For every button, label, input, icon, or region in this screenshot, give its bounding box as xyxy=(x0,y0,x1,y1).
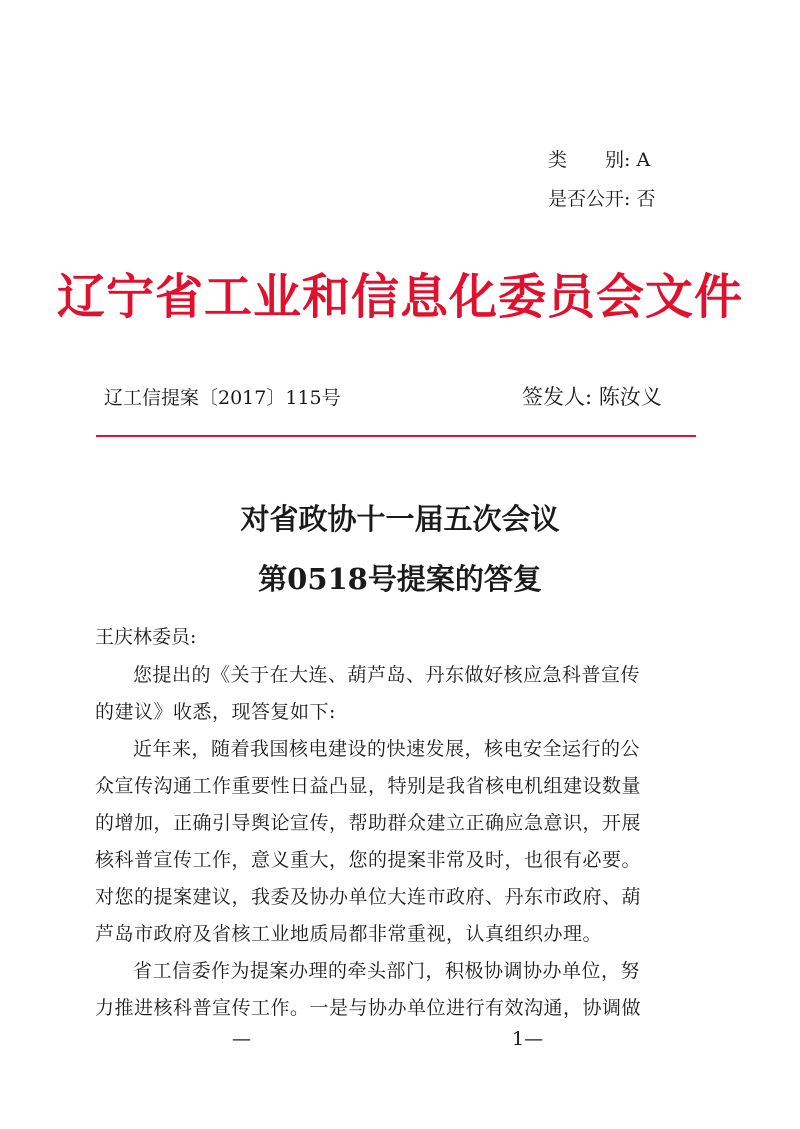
body-line: 的增加，正确引导舆论宣传，帮助群众建立正确应急意识，开展 xyxy=(95,812,642,834)
body-line: 核科普宣传工作，意义重大，您的提案非常及时，也很有必要。 xyxy=(95,849,642,871)
document-masthead: 辽宁省工业和信息化委员会文件 xyxy=(56,269,743,325)
body-line: 力推进核科普宣传工作。一是与协办单位进行有效沟通，协调做 xyxy=(95,997,642,1019)
body-line: 芦岛市政府及省核工业地质局都非常重视，认真组织办理。 xyxy=(95,923,603,945)
document-title-line-1: 对省政协十一届五次会议 xyxy=(240,502,560,536)
body-line: 对您的提案建议，我委及协办单位大连市政府、丹东市政府、葫 xyxy=(95,886,642,908)
public-label: 是否公开: 否 xyxy=(548,188,656,210)
body-line: 省工信委作为提案办理的牵头部门，积极协调协办单位，努 xyxy=(133,960,641,982)
body-line: 众宣传沟通工作重要性日益凸显，特别是我省核电机组建设数量 xyxy=(95,775,642,797)
body-line: 您提出的《关于在大连、葫芦岛、丹东做好核应急科普宣传 xyxy=(133,664,641,686)
body-line: 的建议》收悉，现答复如下: xyxy=(95,701,336,723)
signer: 签发人: 陈汝义 xyxy=(522,385,662,409)
salutation: 王庆林委员: xyxy=(95,626,197,648)
document-number: 辽工信提案〔2017〕115号 xyxy=(104,387,341,409)
category-label: 类 别: A xyxy=(548,149,651,171)
red-divider xyxy=(96,435,696,437)
body-line: 近年来，随着我国核电建设的快速发展，核电安全运行的公 xyxy=(133,738,641,760)
footer-dash: — xyxy=(232,1028,251,1050)
page-number: 1— xyxy=(512,1028,544,1050)
document-title-line-2: 第0518号提案的答复 xyxy=(258,562,542,596)
